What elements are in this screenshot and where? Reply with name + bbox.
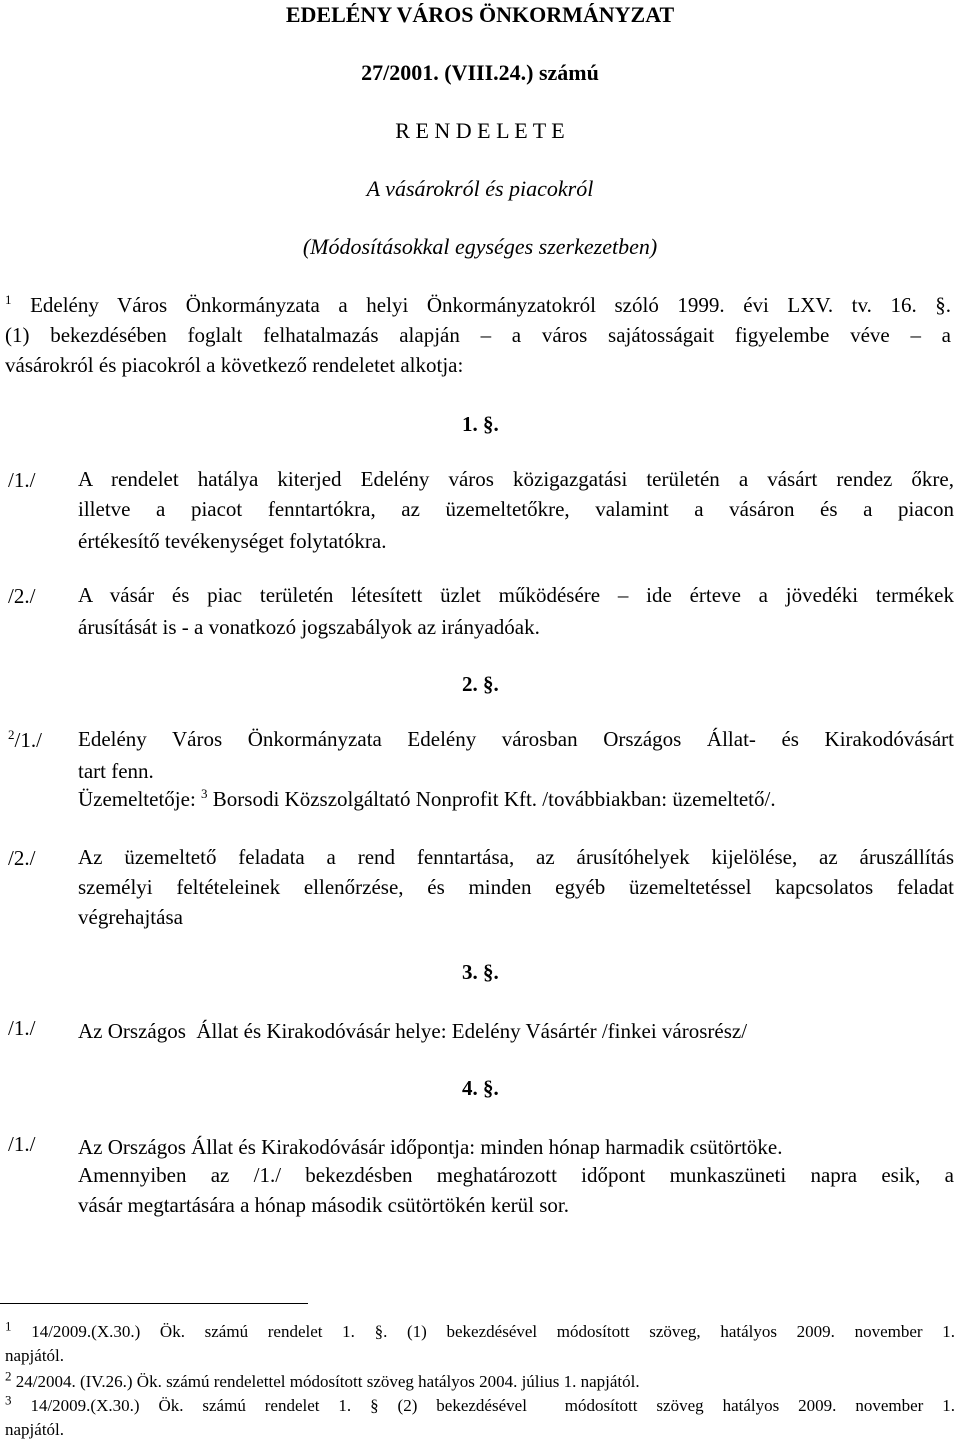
footnote-separator (0, 1303, 308, 1304)
operator-line: Üzemeltetője: $^3$ Borsodi Közszolgáltató Nonprofit Kft. /továbbiakban: üzemeltető/. (78, 786, 776, 811)
paragraph-number: /2./ (8, 584, 36, 608)
decree-subject: A vásárokról és piacokról (366, 176, 594, 201)
paragraph-number: /1./ (8, 1132, 36, 1156)
preamble-line-2: (1) bekezdésében foglalt felhatalmazás alapján – a város sajátosságait figyelembe véve – a (5, 323, 951, 347)
footnote-2: $^2$ 24/2004. (IV.26.) Ök. számú rendelettel módosított szöveg hatályos 2004. július 1. napjától. (5, 1368, 640, 1391)
paragraph-line: végrehajtása (78, 905, 183, 929)
footnote-ref-1[interactable]: 1 (5, 292, 12, 307)
preamble-line-3: vásárokról és piacokról a következő rendeletet alkotja: (5, 353, 464, 377)
section-heading-2: 2. §. (462, 672, 499, 696)
paragraph-line: illetve a piacot fenntartókra, az üzemeltetőkre, valamint a vásáron és a piacon (78, 497, 954, 521)
footnote-1-continuation: napjától. (5, 1346, 65, 1365)
paragraph-line: árusítását is - a vonatkozó jogszabályok az irányadóak. (78, 615, 540, 639)
paragraph-number: $^2$/1./ (8, 727, 42, 752)
decree-word: R E N D E L E T E (395, 118, 565, 143)
paragraph-line: személyi feltételeinek ellenőrzése, és minden egyéb üzemeltetéssel kapcsolatos feladat (78, 875, 954, 899)
paragraph-line: Az üzemeltető feladata a rend fenntartása, az árusítóhelyek kijelölése, az áruszállítás (78, 845, 954, 869)
preamble-line-1: $^1$ Edelény Város Önkormányzata a helyi Önkormányzatokról szóló 1999. évi LXV. tv. 16. §. (5, 292, 951, 317)
paragraph-line: A vásár és piac területén létesített üzlet működésére – ide érteve a jövedéki termékek (78, 583, 954, 607)
section-heading-3: 3. §. (462, 960, 499, 984)
paragraph-line: Az Országos Állat és Kirakodóvásár helye: Edelény Vásártér /finkei városrész/ (78, 1019, 748, 1043)
document-authority: EDELÉNY VÁROS ÖNKORMÁNYZAT (285, 2, 675, 27)
footnote-ref-3[interactable]: 3 (201, 786, 208, 801)
paragraph-line: Az Országos Állat és Kirakodóvásár időpontja: minden hónap harmadik csütörtöke. (78, 1135, 783, 1159)
footnote-3: $^3$ 14/2009.(X.30.) Ök. számú rendelet 1. § (2) bekezdésével módosított szöveg hatályos 2009. november 1. (5, 1392, 955, 1415)
paragraph-line: Amennyiben az /1./ bekezdésben meghatározott időpont munkaszüneti napra esik, a (78, 1163, 954, 1187)
consolidated-note: (Módosításokkal egységes szerkezetben) (302, 234, 658, 259)
paragraph-line: vásár megtartására a hónap második csütörtökén kerül sor. (78, 1193, 570, 1217)
paragraph-number: /1./ (8, 1016, 36, 1040)
paragraph-line: értékesítő tevékenységet folytatókra. (78, 529, 387, 553)
paragraph-line: A rendelet hatálya kiterjed Edelény város közigazgatási területén a vásárt rendez őkre, (78, 467, 954, 491)
footnote-3-continuation: napjától. (5, 1420, 65, 1439)
section-heading-1: 1. §. (462, 412, 499, 436)
footnote-ref-2[interactable]: 2 (8, 727, 15, 742)
paragraph-line: Edelény Város Önkormányzata Edelény városban Országos Állat- és Kirakodóvásárt (78, 727, 954, 751)
paragraph-number: /1./ (8, 468, 36, 492)
decree-number: 27/2001. (VIII.24.) számú (361, 60, 599, 85)
paragraph-line: tart fenn. (78, 759, 154, 783)
section-heading-4: 4. §. (462, 1076, 499, 1100)
footnote-1: $^1$ 14/2009.(X.30.) Ök. számú rendelet 1. §. (1) bekezdésével módosított szöveg, hatályos 2009. november 1. (5, 1318, 956, 1341)
paragraph-number: /2./ (8, 846, 36, 870)
